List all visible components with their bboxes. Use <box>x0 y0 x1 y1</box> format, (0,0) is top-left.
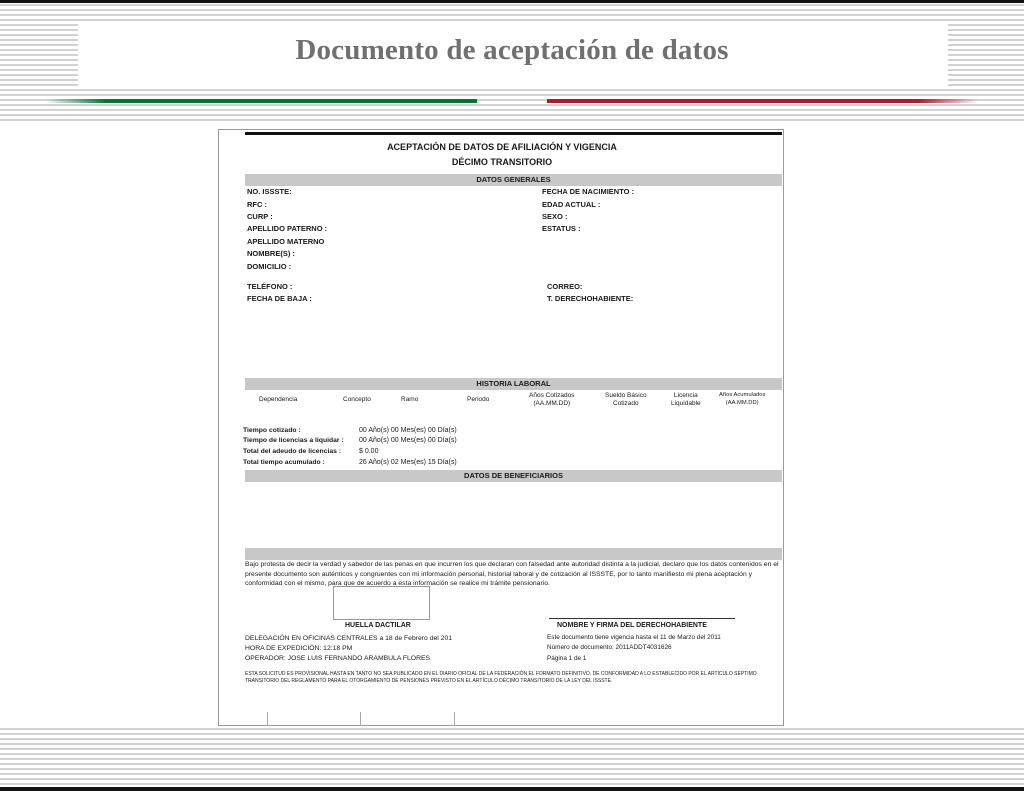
footer-delegation: DELEGACIÓN EN OFICINAS CENTRALES a 18 de Febrero del 201 <box>245 635 453 642</box>
footer-validity: Este documento tiene vigencia hasta el 11 de Marzo del 2011 <box>547 634 721 641</box>
document-heading: ACEPTACIÓN DE DATOS DE AFILIACIÓN Y VIGENCIA <box>387 142 617 152</box>
declaration-bar <box>245 548 782 560</box>
signature-label: NOMBRE Y FIRMA DEL DERECHOHABIENTE <box>557 622 707 629</box>
history-col-license: Licencia Liquidable <box>671 392 701 407</box>
field-paternal-surname-label: APELLIDO PATERNO : <box>247 224 328 233</box>
top-border <box>0 0 1024 3</box>
field-sex-label: SEXO : <box>542 212 568 221</box>
document-subheading: DÉCIMO TRANSITORIO <box>451 157 553 167</box>
disclaimer-text: ESTA SOLICITUD ES PROVISIONAL HASTA EN TANTO NO SEA PUBLICADO EN EL DIARIO OFICIAL DE LA FEDERACIÓN EL FORMATO DEFINITIVO, DE CONFORMIDAD A LO ESTABLECIDO POR EL ARTÍCULO SÉPTIMO TRANSITORIO DEL REGLAMENTO PARA EL OTORGAMIENTO DE PENSIONES PREVISTO EN EL ARTÍCULO DÉCIMO TRANSITORIO DE LA LEY DEL ISSSTE. <box>245 671 757 684</box>
section-work-history: HISTORIA LABORAL <box>245 378 782 390</box>
section-general-data: DATOS GENERALES <box>245 174 782 186</box>
license-time-label: Tiempo de licencias a liquidar : <box>243 437 344 444</box>
bottom-tick-3 <box>454 712 455 726</box>
field-issste-label: NO. ISSSTE: <box>247 187 292 196</box>
document-top-rule <box>245 132 782 135</box>
field-email-label: CORREO: <box>547 282 583 291</box>
field-maternal-surname-label: APELLIDO MATERNO <box>247 237 325 246</box>
signature-line <box>549 618 735 619</box>
fingerprint-box <box>333 586 430 620</box>
footer-page-number: Página 1 de 1 <box>547 655 587 662</box>
scanned-document <box>218 129 784 726</box>
red-accent-line <box>547 99 978 103</box>
field-rfc-label: RFC : <box>247 200 267 209</box>
history-col-dependencia: Dependencia <box>259 396 298 403</box>
total-accumulated-label: Total tiempo acumulado : <box>243 459 325 466</box>
bottom-border <box>0 787 1024 791</box>
bottom-tick-2 <box>360 712 361 726</box>
history-col-years-contributed: Años Cotizados (AA.MM.DD) <box>529 392 575 407</box>
field-phone-label: TELÉFONO : <box>247 282 293 291</box>
footer-stripes <box>0 728 1024 786</box>
field-birthdate-label: FECHA DE NACIMIENTO : <box>542 187 635 196</box>
total-accumulated-value: 26 Año(s) 02 Mes(es) 15 Día(s) <box>359 459 457 466</box>
footer-issue-time: HORA DE EXPEDICIÓN: 12:18 PM <box>245 645 353 652</box>
history-col-years-accumulated: Años Acumulados (AA.MM.DD) <box>719 392 766 406</box>
field-leave-date-label: FECHA DE BAJA : <box>247 294 312 303</box>
fingerprint-label: HUELLA DACTILAR <box>345 622 411 629</box>
history-col-concepto: Concepto <box>343 396 371 403</box>
field-curp-label: CURP : <box>247 212 273 221</box>
green-accent-line <box>46 99 477 103</box>
license-debt-label: Total del adeudo de licencias : <box>243 448 342 455</box>
field-age-label: EDAD ACTUAL : <box>542 200 601 209</box>
license-time-value: 00 Año(s) 00 Mes(es) 00 Día(s) <box>359 437 457 444</box>
slide-title: Documento de aceptación de datos <box>295 34 729 66</box>
footer-operator: OPERADOR: JOSE LUIS FERNANDO ARAMBULA FLORES <box>245 655 431 662</box>
history-col-periodo: Periodo <box>467 396 490 403</box>
field-names-label: NOMBRE(S) : <box>247 249 295 258</box>
bottom-tick-1 <box>267 712 268 726</box>
total-contributed-value: 00 Año(s) 00 Mes(es) 00 Día(s) <box>359 427 457 434</box>
section-beneficiaries: DATOS DE BENEFICIARIOS <box>245 470 782 482</box>
declaration-text: Bajo protesta de decir la verdad y sabedor de las penas en que incurren los que declaran con falsedad ante autoridad distinta a la judicial, declaro que los datos contenidos en el presente documento son auténticos y congruentes con mi información personal, historial laboral y de cotización al ISSSTE, por lo tanto manifiesto mi plena aceptación y conformidad con el mismo, para que de acuerdo a esta información se realice mi trámite pensionario. <box>245 561 779 587</box>
field-address-label: DOMICILIO : <box>247 262 292 271</box>
footer-document-number: Número de documento: 2011ADDT4031626 <box>547 644 672 651</box>
field-status-label: ESTATUS : <box>542 224 581 233</box>
history-col-ramo: Ramo <box>401 396 419 403</box>
field-beneficiary-type-label: T. DERECHOHABIENTE: <box>547 294 634 303</box>
total-contributed-label: Tiempo cotizado : <box>243 427 301 434</box>
license-debt-value: $ 0.00 <box>359 448 379 455</box>
history-col-base-salary: Sueldo Básico Cotizado <box>605 392 647 407</box>
